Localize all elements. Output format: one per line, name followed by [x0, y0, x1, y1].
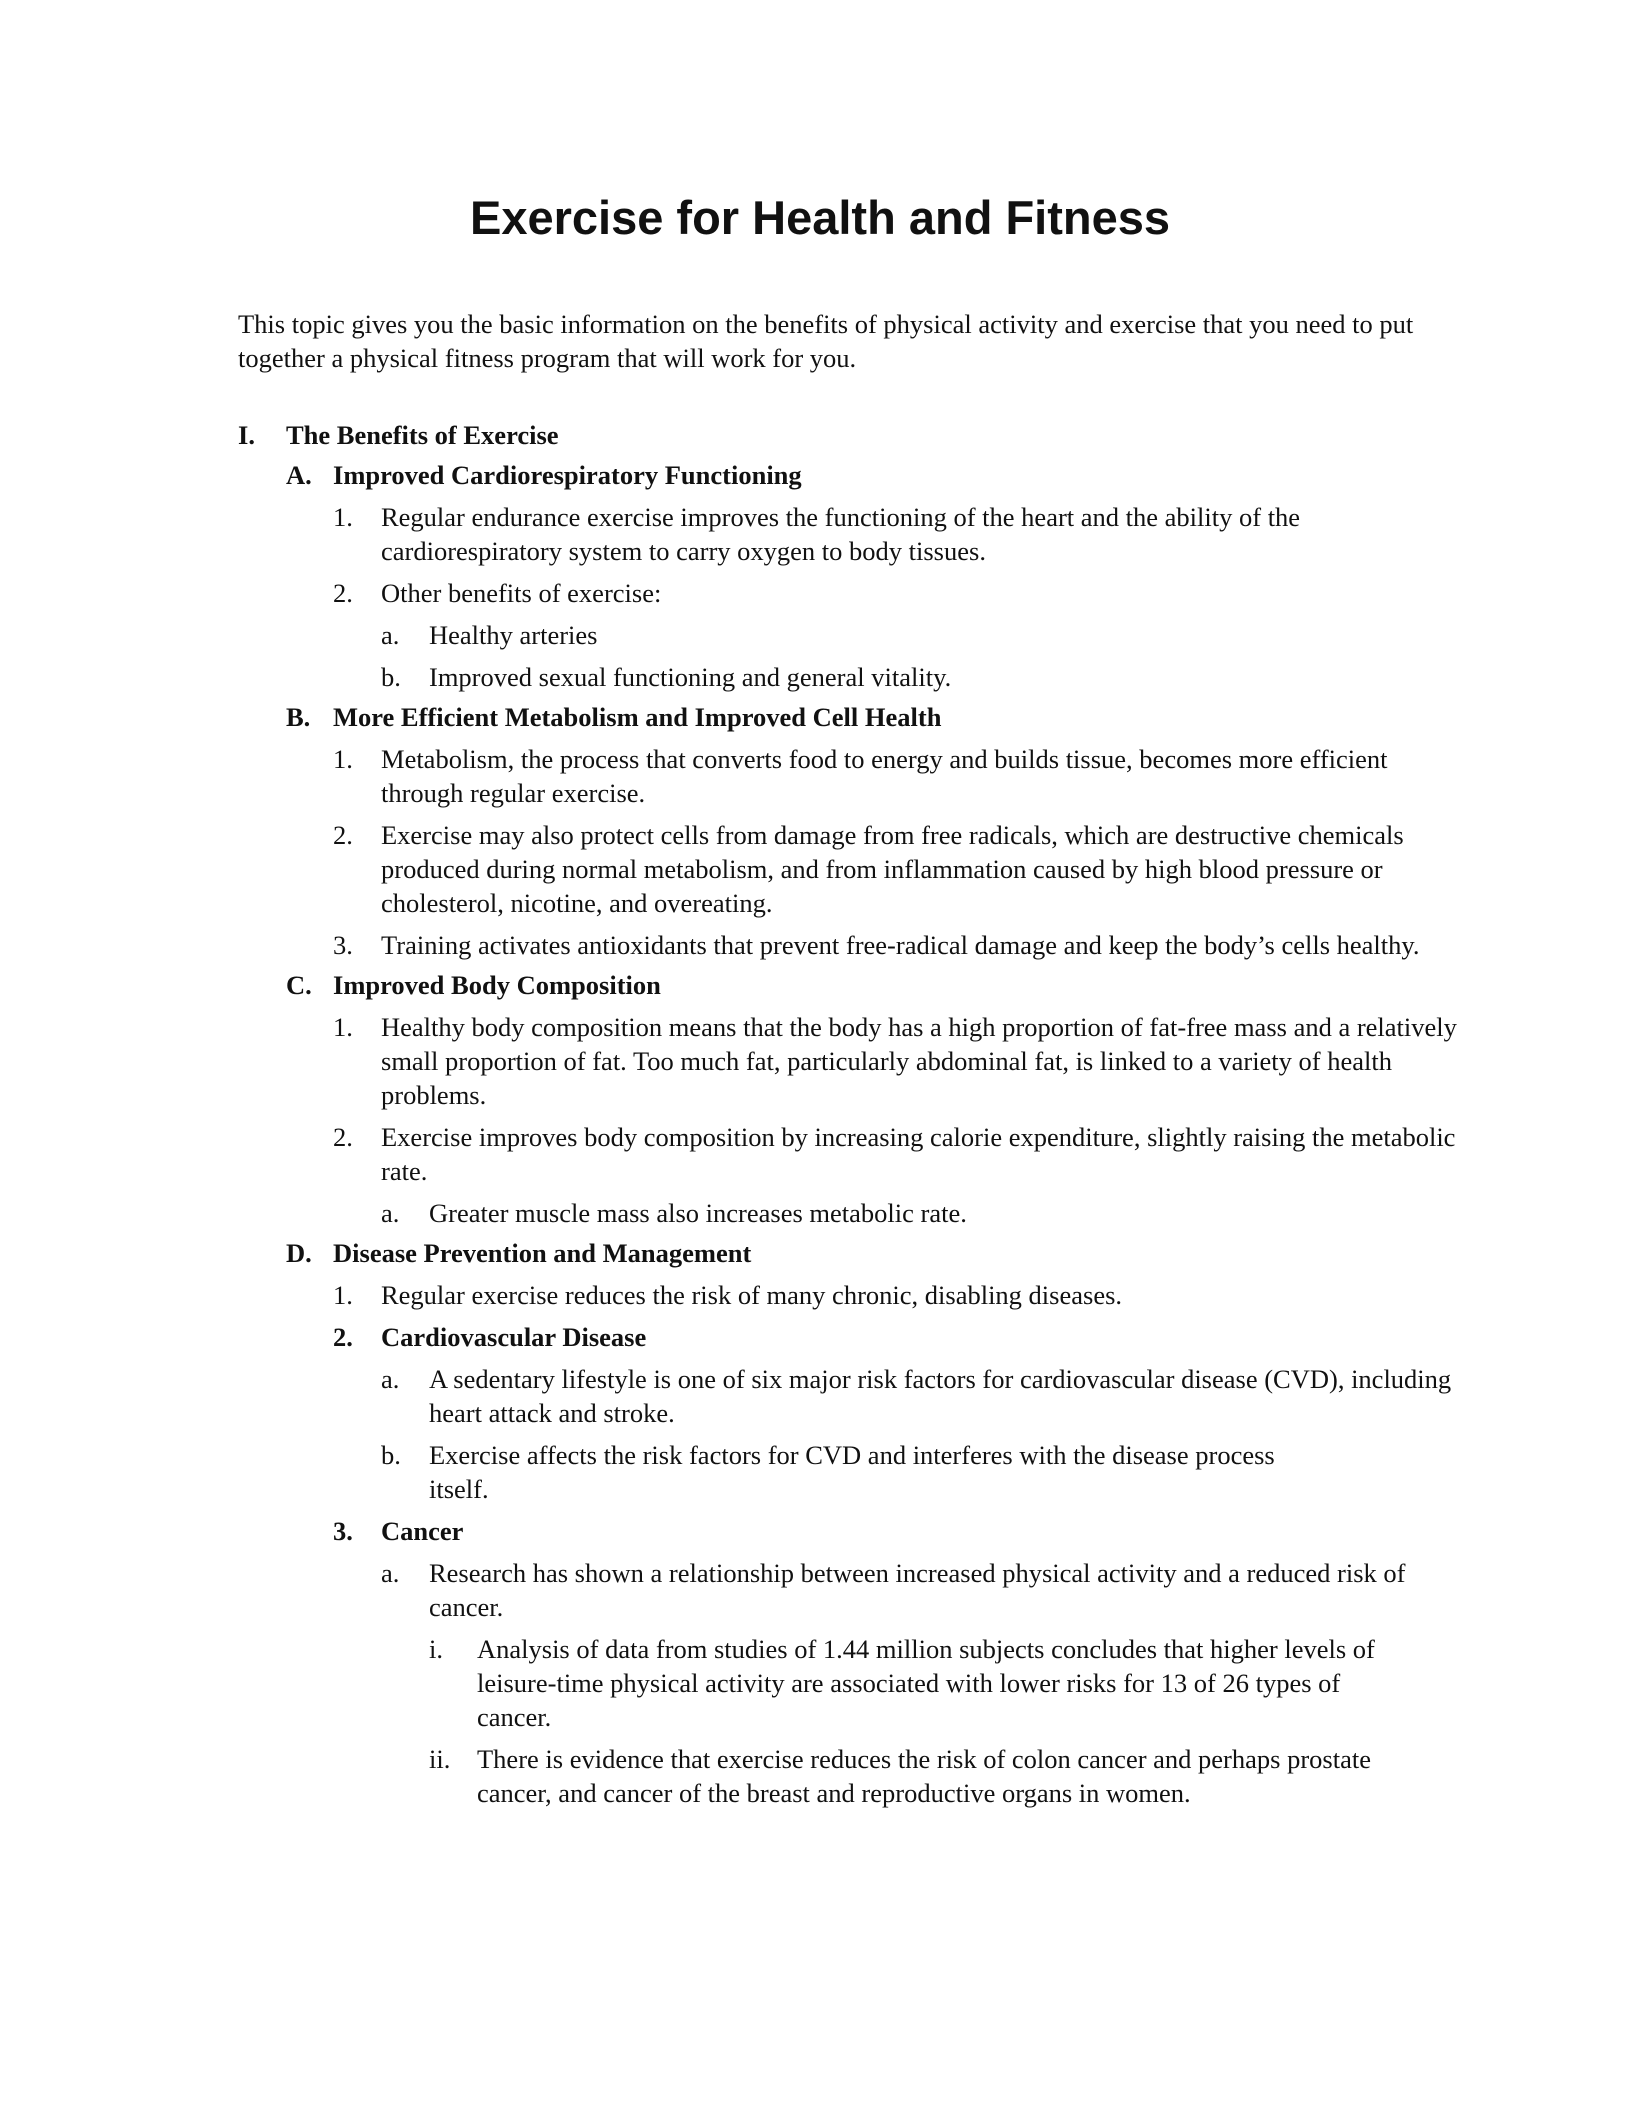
list-item	[333, 500, 1468, 568]
list-item-text: Healthy body composition means that the body has a high proportion of fat-free mass and a relatively small proportion of fat. Too much fat, particularly abdominal fat, is linked to a variety of health problems.	[381, 1012, 1457, 1110]
list-item-title: Cardiovascular Disease	[381, 1322, 647, 1352]
list-item-text: Other benefits of exercise:	[381, 578, 662, 608]
subsection-heading	[286, 968, 1468, 1002]
list-marker: 2.	[333, 578, 353, 608]
list-subitem-text: Exercise affects the risk factors for CVD and interferes with the disease process itself.	[429, 1440, 1275, 1504]
list-marker: i.	[429, 1634, 443, 1664]
list-item-text: Exercise may also protect cells from damage from free radicals, which are destructive chemicals produced during normal metabolism, and from inflammation caused by high blood pressure or cholesterol, nicotine, and overeating.	[381, 820, 1404, 918]
list-marker: b.	[381, 662, 401, 692]
list-detail-text: Analysis of data from studies of 1.44 million subjects concludes that higher levels of leisure-time physical activity are associated with lower risks for 13 of 26 types of cancer.	[477, 1634, 1375, 1732]
list-marker: b.	[381, 1440, 401, 1470]
list-detail-item	[429, 1632, 1468, 1734]
list-item-text: Exercise improves body composition by increasing calorie expenditure, slightly raising the metabolic rate.	[381, 1122, 1456, 1186]
subsection-heading	[286, 458, 1468, 492]
list-item	[333, 576, 1468, 610]
list-marker: C.	[286, 970, 312, 1000]
list-item-text: Metabolism, the process that converts food to energy and builds tissue, becomes more efficient through regular exercise.	[381, 744, 1388, 808]
list-marker: ii.	[429, 1744, 451, 1774]
list-subitem-text: Healthy arteries	[429, 620, 598, 650]
list-item-text: Regular exercise reduces the risk of many chronic, disabling diseases.	[381, 1280, 1123, 1310]
list-marker: a.	[381, 1198, 400, 1228]
list-subitem	[381, 1438, 1468, 1506]
list-item	[333, 928, 1468, 962]
list-subitem-text: Research has shown a relationship between increased physical activity and a reduced risk of cancer.	[429, 1558, 1406, 1622]
list-marker: 1.	[333, 1012, 353, 1042]
list-item-heading	[333, 1320, 1468, 1354]
subsection-title: More Efficient Metabolism and Improved Cell Health	[333, 702, 942, 732]
list-detail-item	[429, 1742, 1468, 1810]
list-item	[333, 1278, 1468, 1312]
list-marker: I.	[238, 420, 255, 450]
intro-paragraph: This topic gives you the basic information on the benefits of physical activity and exercise that you need to put together a physical fitness program that will work for you.	[238, 309, 1414, 373]
section-heading	[238, 418, 1468, 452]
list-marker: D.	[286, 1238, 312, 1268]
list-marker: 3.	[333, 1516, 353, 1546]
list-item-heading	[333, 1514, 1468, 1548]
list-marker: a.	[381, 620, 400, 650]
subsection-heading	[286, 700, 1468, 734]
list-marker: 1.	[333, 1280, 353, 1310]
list-marker: A.	[286, 460, 312, 490]
list-subitem-text: A sedentary lifestyle is one of six major risk factors for cardiovascular disease (CVD), including heart attack and stroke.	[429, 1364, 1452, 1428]
list-item-title: Cancer	[381, 1516, 464, 1546]
outline	[238, 418, 1468, 1810]
list-subitem	[381, 1556, 1468, 1624]
list-marker: 3.	[333, 930, 353, 960]
list-item	[333, 1120, 1468, 1188]
list-item	[333, 818, 1468, 920]
list-item	[333, 1010, 1468, 1112]
subsection-heading	[286, 1236, 1468, 1270]
list-subitem	[381, 1362, 1468, 1430]
subsection-title: Disease Prevention and Management	[333, 1238, 752, 1268]
list-item-text: Regular endurance exercise improves the functioning of the heart and the ability of the cardiorespiratory system to carry oxygen to body tissues.	[381, 502, 1301, 566]
list-marker: B.	[286, 702, 311, 732]
page-title: Exercise for Health and Fitness	[469, 191, 1171, 244]
list-marker: 2.	[333, 820, 353, 850]
list-subitem	[381, 660, 1468, 694]
list-subitem-text: Improved sexual functioning and general vitality.	[429, 662, 952, 692]
list-marker: 1.	[333, 502, 353, 532]
subsection-title: Improved Cardiorespiratory Functioning	[333, 460, 802, 490]
list-detail-text: There is evidence that exercise reduces the risk of colon cancer and perhaps prostate cancer, and cancer of the breast and reproductive organs in women.	[477, 1744, 1371, 1808]
list-marker: 2.	[333, 1322, 353, 1352]
section-title: The Benefits of Exercise	[286, 420, 559, 450]
list-subitem	[381, 1196, 1468, 1230]
list-marker: 1.	[333, 744, 353, 774]
list-marker: 2.	[333, 1122, 353, 1152]
list-marker: a.	[381, 1364, 400, 1394]
list-subitem-text: Greater muscle mass also increases metabolic rate.	[429, 1198, 967, 1228]
list-item	[333, 742, 1468, 810]
subsection-title: Improved Body Composition	[333, 970, 661, 1000]
list-item-text: Training activates antioxidants that prevent free-radical damage and keep the body’s cells healthy.	[381, 930, 1420, 960]
list-subitem	[381, 618, 1468, 652]
list-marker: a.	[381, 1558, 400, 1588]
